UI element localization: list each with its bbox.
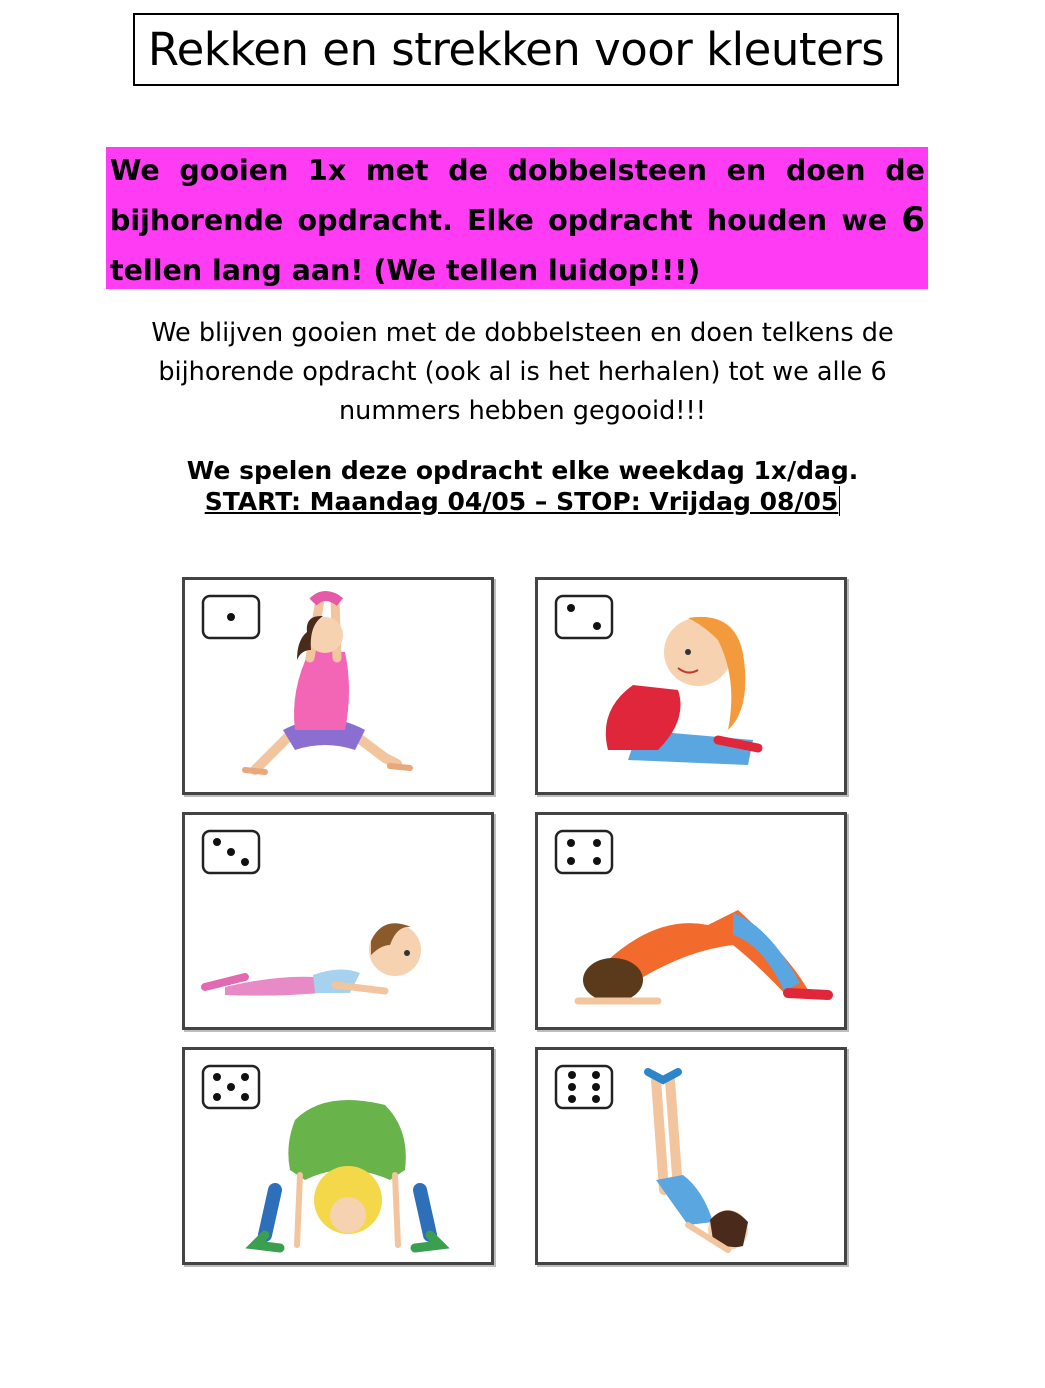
exercise-card-5 (182, 1047, 494, 1265)
die-face-5-icon (201, 1064, 261, 1110)
instruction-word: de (885, 154, 925, 187)
instruction-word: opdracht (548, 204, 693, 237)
schedule (90, 455, 955, 517)
instruction-word: doen (785, 154, 866, 187)
instruction-word: 1x (308, 154, 347, 187)
instruction-word: Elke (467, 204, 534, 237)
die-face-6-icon (554, 1064, 614, 1110)
instruction-highlight (106, 147, 928, 289)
page-title (133, 13, 899, 86)
schedule-dates: START: Maandag 04/05 – STOP: Vrijdag 08/05 (204, 487, 839, 516)
instruction-word: de (448, 154, 488, 187)
instruction-word: houden (706, 204, 828, 237)
count-number: 6 (901, 200, 925, 240)
instruction-word: met (365, 154, 429, 187)
exercise-card-1 (182, 577, 494, 795)
paragraph-line: bijhorende opdracht (ook al is het herhalen) tot we alle 6 (158, 357, 887, 387)
exercise-card-2 (535, 577, 847, 795)
exercise-card-3 (182, 812, 494, 1030)
schedule-frequency: We spelen deze opdracht elke weekdag 1x/dag. (186, 456, 859, 485)
explanation-paragraph (90, 314, 955, 431)
instruction-word: gooien (179, 154, 289, 187)
text-cursor (839, 486, 840, 516)
die-face-2-icon (554, 594, 614, 640)
instruction-word: We (110, 154, 160, 187)
instruction-word: we (841, 204, 888, 237)
die-face-3-icon (201, 829, 261, 875)
exercise-card-4 (535, 812, 847, 1030)
paragraph-line: We blijven gooien met de dobbelsteen en doen telkens de (151, 318, 894, 348)
instruction-word: opdracht. (297, 204, 453, 237)
page-title-text: Rekken en strekken voor kleuters (147, 23, 885, 76)
instruction-line-2 (110, 197, 925, 247)
die-face-1-icon (201, 594, 261, 640)
instruction-line-1 (110, 147, 925, 197)
instruction-line-3: tellen lang aan! (We tellen luidop!!!) (110, 254, 701, 287)
paragraph-line: nummers hebben gegooid!!! (339, 396, 706, 426)
exercise-card-6 (535, 1047, 847, 1265)
die-face-4-icon (554, 829, 614, 875)
instruction-word: dobbelsteen (507, 154, 708, 187)
instruction-word: bijhorende (110, 204, 284, 237)
instruction-word: en (726, 154, 767, 187)
